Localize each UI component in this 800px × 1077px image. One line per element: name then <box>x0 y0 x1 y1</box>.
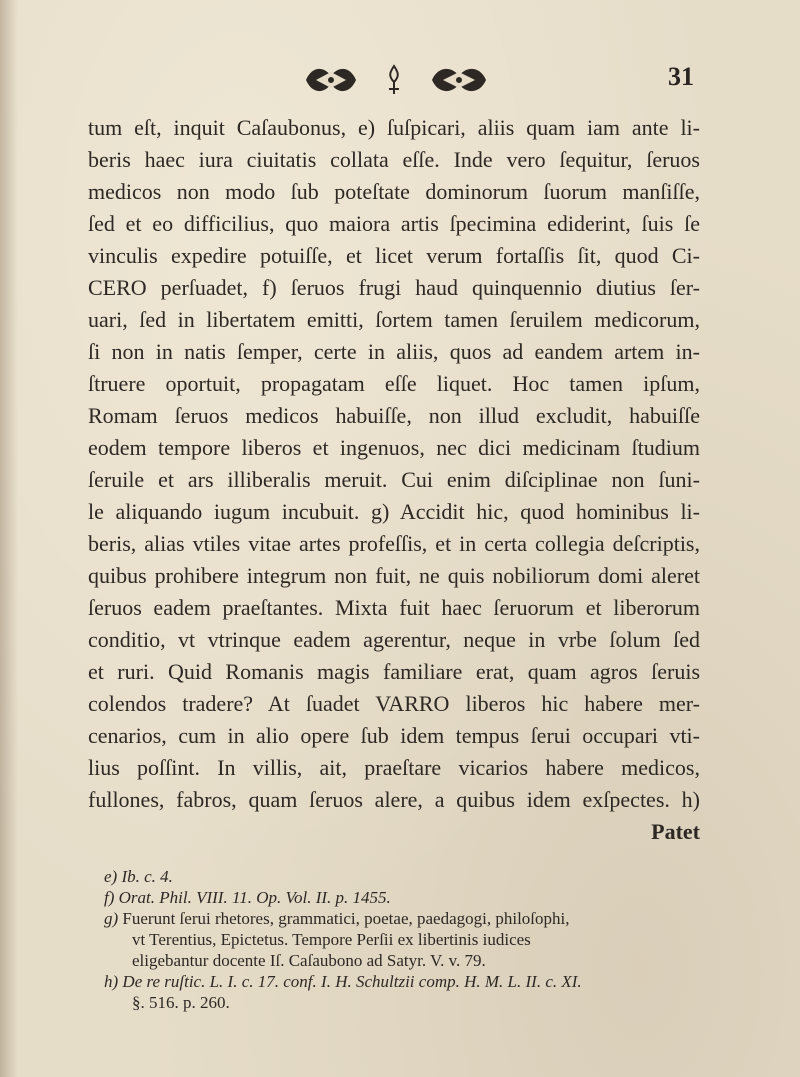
text-line: colendos tradere? At ſuadet VARRO liberos hic habere mer- <box>88 691 700 716</box>
text-line: ſi non in natis ſemper, certe in aliis, quos ad eandem artem in- <box>88 339 700 364</box>
text-line: conditio, vt vtrinque eadem agerentur, neque in vrbe ſolum ſed <box>88 627 700 652</box>
text-line: beris haec iura ciuitatis collata eſſe. Inde vero ſequitur, ſeruos <box>88 147 700 172</box>
text-line: le aliquando iugum incubuit. g) Accidit hic, quod hominibus li- <box>88 499 700 524</box>
text-line: quibus prohibere integrum non fuit, ne quis nobiliorum domi aleret <box>88 563 700 588</box>
text-line: lius poſſint. In villis, ait, praeſtare vicarios habere medicos, <box>88 755 700 780</box>
text-line: ſtruere oportuit, propagatam eſſe liquet. Hoc tamen ipſum, <box>88 371 700 396</box>
footnote-continuation: vt Terentius, Epictetus. Tempore Perſii ex libertinis iudices <box>132 930 531 949</box>
catchword: Patet <box>651 819 700 844</box>
footnotes <box>104 866 704 1013</box>
text-line: ſeruile et ars illiberalis meruit. Cui enim diſciplinae non ſuni- <box>88 467 700 492</box>
text-line: beris, alias vtiles vitae artes profeſſis, et in certa collegia deſcriptis, <box>88 531 700 556</box>
main-text-block <box>88 112 700 848</box>
fleuron-icon <box>384 62 404 98</box>
text-line: vinculis expedire potuiſſe, et licet verum fortaſſis ſit, quod Ci- <box>88 243 700 268</box>
page-gutter-shadow <box>0 0 18 1077</box>
text-line: tum eſt, inquit Caſaubonus, e) ſuſpicari, aliis quam iam ante li- <box>88 115 700 140</box>
footnote-text: Orat. Phil. VIII. 11. Op. Vol. II. p. 1455. <box>118 888 391 907</box>
footnote-text: Fuerunt ſerui rhetores, grammatici, poetae, paedagogi, philoſophi, <box>122 909 570 928</box>
footnote <box>104 887 704 908</box>
text-line: ſeruos eadem praeſtantes. Mixta fuit haec ſeruorum et liberorum <box>88 595 700 620</box>
text-line: medicos non modo ſub poteſtate dominorum ſuorum manſiſſe, <box>88 179 700 204</box>
footnote-text: De re ruſtic. L. I. c. 17. conf. I. H. Schultzii comp. H. M. L. II. c. XI. <box>122 972 582 991</box>
footnote <box>104 971 704 992</box>
footnote-mark: e) <box>104 867 118 886</box>
text-line: fullones, fabros, quam ſeruos alere, a quibus idem exſpectes. h) <box>88 787 700 812</box>
printer-ornament-icon <box>302 62 360 98</box>
text-line: cenarios, cum in alio opere ſub idem tempus ſerui occupari vti- <box>88 723 700 748</box>
text-line: CERO perſuadet, f) ſeruos frugi haud quinquennio diutius ſer- <box>88 275 700 300</box>
printer-ornament-icon <box>428 62 490 98</box>
text-line: et ruri. Quid Romanis magis familiare erat, quam agros ſeruis <box>88 659 700 684</box>
footnote-mark: g) <box>104 909 119 928</box>
text-line: eodem tempore liberos et ingenuos, nec dici medicinam ſtudium <box>88 435 700 460</box>
footnote-mark: f) <box>104 888 115 907</box>
footnote-continuation: §. 516. p. 260. <box>132 993 230 1012</box>
footnote-mark: h) <box>104 972 119 991</box>
page-header <box>0 62 800 102</box>
text-line: uari, ſed in libertatem emitti, ſortem tamen ſeruilem medicorum, <box>88 307 700 332</box>
footnote <box>104 866 704 887</box>
footnote-text: Ib. c. 4. <box>121 867 173 886</box>
page-number: 31 <box>668 62 694 91</box>
text-line: ſed et eo difficilius, quo maiora artis ſpecimina ediderint, ſuis ſe <box>88 211 700 236</box>
footnote-continuation: eligebantur docente Iſ. Caſaubono ad Satyr. V. v. 79. <box>132 951 486 970</box>
footnote <box>104 908 704 929</box>
text-line: Romam ſeruos medicos habuiſſe, non illud excludit, habuiſſe <box>88 403 700 428</box>
